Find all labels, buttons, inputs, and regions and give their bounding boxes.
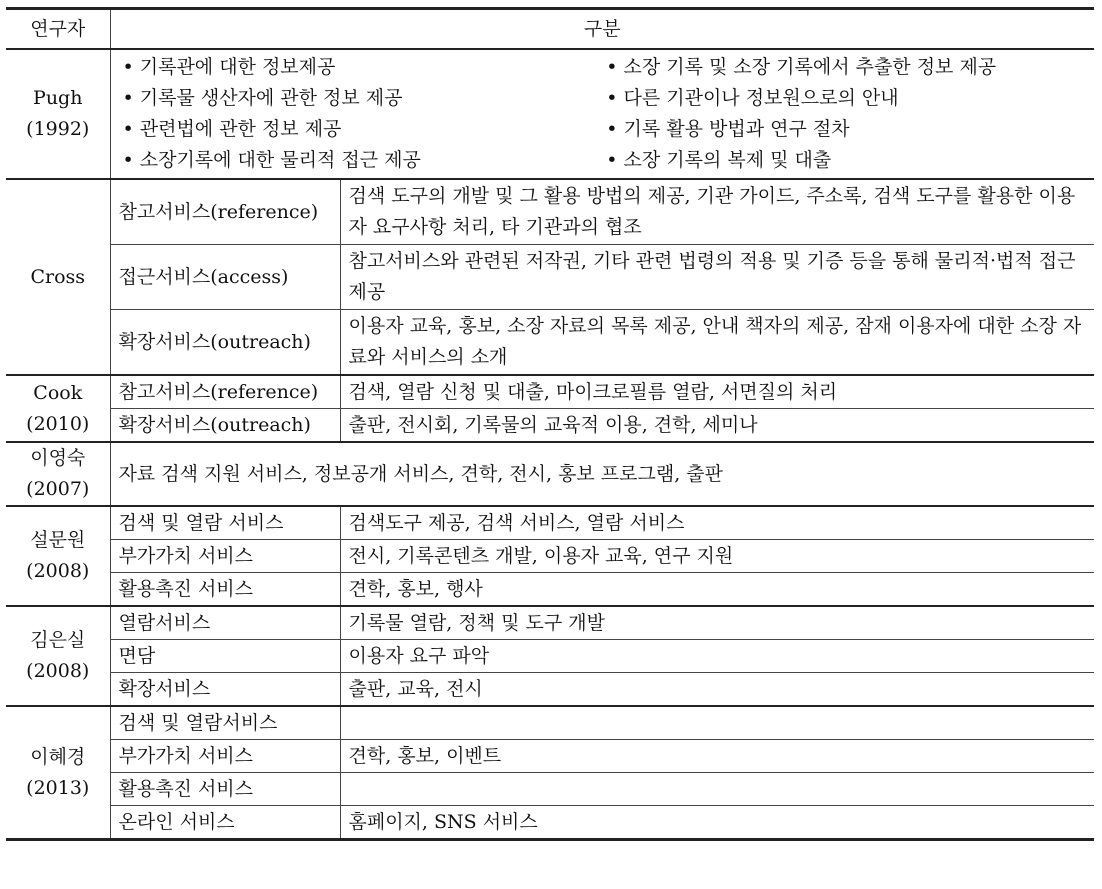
service-name: 활용촉진 서비스 [110,573,340,607]
service-desc: 견학, 홍보, 이벤트 [340,740,1094,773]
table-row [6,409,1094,443]
table-row [6,245,1094,310]
table-row [6,375,1094,409]
researcher-cook: Cook (2010) [6,375,110,442]
researcher-pugh: Pugh (1992) [6,49,110,179]
service-desc: 출판, 전시회, 기록물의 교육적 이용, 견학, 세미나 [340,409,1094,443]
service-desc: 출판, 교육, 전시 [340,673,1094,707]
service-desc: 홈페이지, SNS 서비스 [340,806,1094,840]
service-name: 접근서비스(access) [110,245,340,310]
table-row [6,442,1094,506]
table-row [6,310,1094,376]
service-name: 검색 및 열람서비스 [110,706,340,740]
researcher-seol: 설문원 (2008) [6,506,110,606]
service-desc: 참고서비스와 관련된 저작권, 기타 관련 법령의 적용 및 기증 등을 통해 물리적·법적 접근 제공 [340,245,1094,310]
table-row [6,806,1094,840]
list-item: • 다른 기관이나 정보원으로의 안내 [606,87,899,109]
service-desc: 견학, 홍보, 행사 [340,573,1094,607]
service-desc: 검색도구 제공, 검색 서비스, 열람 서비스 [340,506,1094,540]
table-row [6,740,1094,773]
pugh-services [110,49,1094,179]
service-name: 부가가치 서비스 [110,540,340,573]
table-row [6,773,1094,806]
list-item: • 기록 활용 방법과 연구 절차 [606,118,850,140]
service-desc [340,773,1094,806]
pugh-right-list [602,52,1086,176]
service-name: 검색 및 열람 서비스 [110,506,340,540]
researcher-cross: Cross [6,179,110,375]
service-name: 부가가치 서비스 [110,740,340,773]
researcher-kim: 김은실 (2008) [6,606,110,706]
pugh-row [6,49,1094,179]
header-row [6,9,1094,50]
list-item: • 기록물 생산자에 관한 정보 제공 [122,87,403,109]
service-desc: 검색, 열람 신청 및 대출, 마이크로필름 열람, 서면질의 처리 [340,375,1094,409]
list-item: • 소장기록에 대한 물리적 접근 제공 [122,149,421,171]
service-desc: 기록물 열람, 정책 및 도구 개발 [340,606,1094,640]
service-desc: 검색 도구의 개발 및 그 활용 방법의 제공, 기관 가이드, 주소록, 검색 도구를 활용한 이용자 요구사항 처리, 타 기관과의 협조 [340,179,1094,245]
service-desc: 전시, 기록콘텐츠 개발, 이용자 교육, 연구 지원 [340,540,1094,573]
service-desc: 이용자 교육, 홍보, 소장 자료의 목록 제공, 안내 책자의 제공, 잠재 이용자에 대한 소장 자료와 서비스의 소개 [340,310,1094,376]
research-services-table [6,7,1094,841]
service-name: 열람서비스 [110,606,340,640]
service-name: 참고서비스(reference) [110,375,340,409]
service-name: 확장서비스(outreach) [110,310,340,376]
table-row [6,573,1094,607]
header-researcher: 연구자 [6,9,110,50]
pugh-left-list [119,52,603,176]
table-row [6,673,1094,707]
table-row [6,179,1094,245]
researcher-lee-ys: 이영숙 (2007) [6,442,110,506]
service-name: 면담 [110,640,340,673]
service-desc: 이용자 요구 파악 [340,640,1094,673]
service-desc: 자료 검색 지원 서비스, 정보공개 서비스, 견학, 전시, 홍보 프로그램, 출판 [110,442,1094,506]
list-item: • 관련법에 관한 정보 제공 [122,118,342,140]
table-row [6,640,1094,673]
list-item: • 소장 기록 및 소장 기록에서 추출한 정보 제공 [606,56,997,78]
researcher-lee-hk: 이혜경 (2013) [6,706,110,840]
service-name: 참고서비스(reference) [110,179,340,245]
list-item: • 기록관에 대한 정보제공 [122,56,336,78]
table-row [6,606,1094,640]
service-name: 확장서비스(outreach) [110,409,340,443]
service-name: 온라인 서비스 [110,806,340,840]
service-name: 활용촉진 서비스 [110,773,340,806]
service-name: 확장서비스 [110,673,340,707]
header-category: 구분 [110,9,1094,50]
list-item: • 소장 기록의 복제 및 대출 [606,149,832,171]
table-row [6,506,1094,540]
table-row [6,540,1094,573]
table-row [6,706,1094,740]
service-desc [340,706,1094,740]
